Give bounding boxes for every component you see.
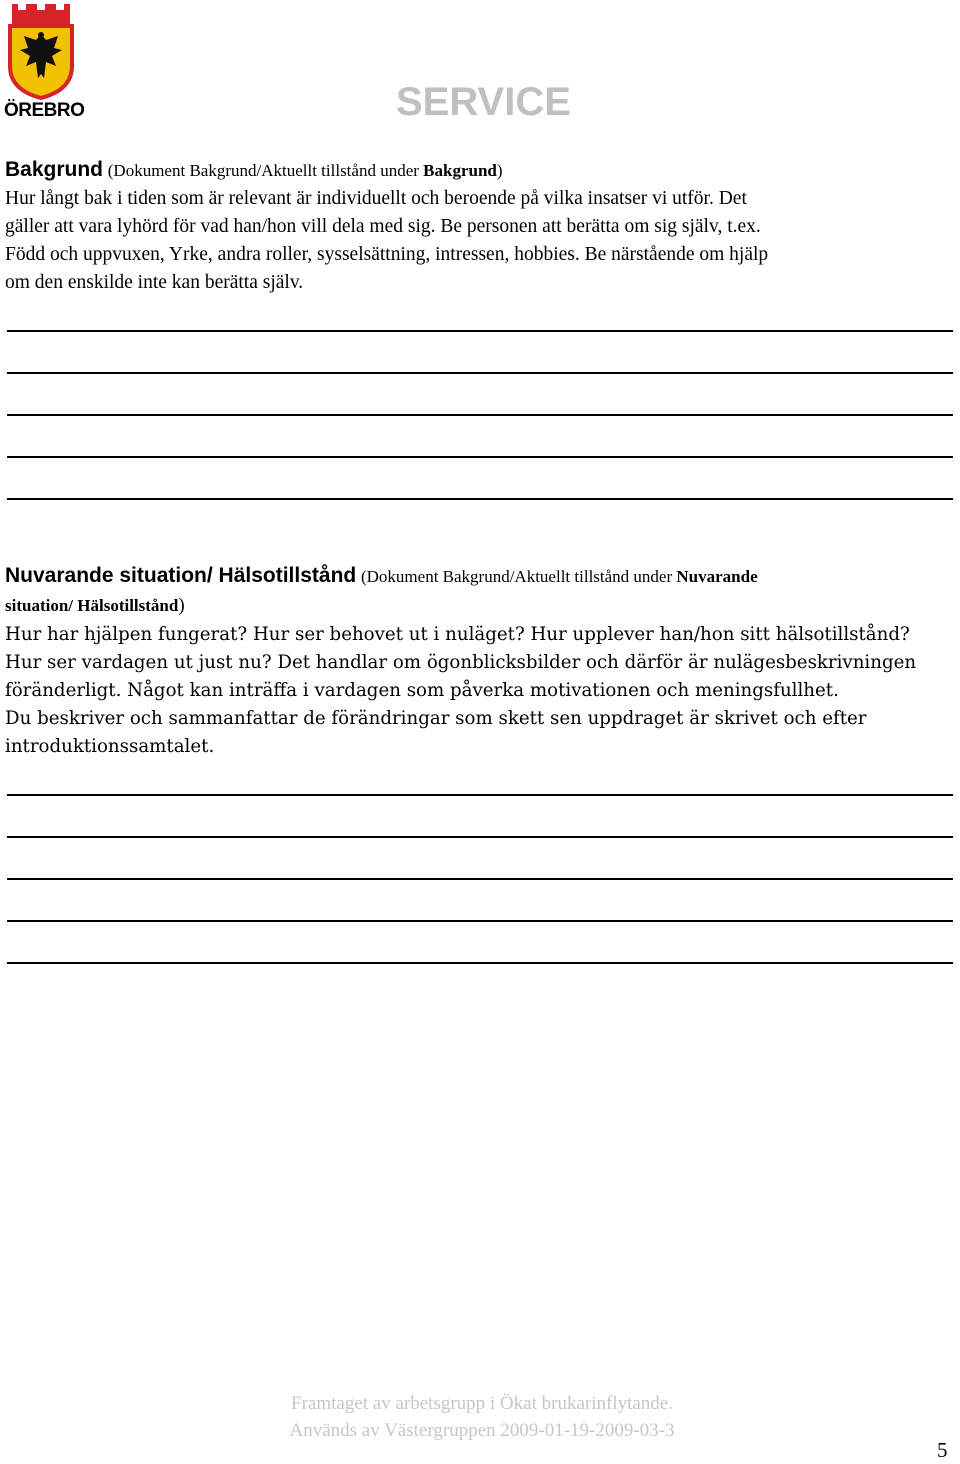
- heading-note-text: (Dokument Bakgrund/Aktuellt tillstånd under: [107, 161, 424, 180]
- footer: [0, 1390, 960, 1444]
- body-line: Hur långt bak i tiden som är relevant är individuellt och beroende på vilka insatser vi utför. Det: [5, 188, 747, 209]
- heading-title: Bakgrund: [5, 158, 104, 181]
- writing-line[interactable]: [7, 456, 953, 458]
- heading-note-text: (Dokument Bakgrund/Aktuellt tillstånd under: [360, 567, 677, 586]
- logo-text: ÖREBRO: [4, 100, 85, 121]
- body-line: om den enskilde inte kan berätta själv.: [5, 272, 304, 293]
- heading-note-bold: Nuvarande: [676, 567, 758, 586]
- writing-line[interactable]: [7, 498, 953, 500]
- writing-line[interactable]: [7, 878, 953, 880]
- footer-line: Framtaget av arbetsgrupp i Ökat brukarinflytande.: [291, 1393, 673, 1414]
- writing-line[interactable]: [7, 920, 953, 922]
- heading-cont-bold: situation/ Hälsotillstånd: [5, 596, 179, 615]
- body-line: gäller att vara lyhörd för vad han/hon vill dela med sig. Be personen att berätta om sig själv, t.ex.: [5, 216, 761, 237]
- heading-note-bold: Bakgrund: [423, 161, 497, 180]
- page-number: 5: [937, 1438, 948, 1462]
- heading-title: Nuvarande situation/ Hälsotillstånd: [5, 564, 357, 587]
- body-line: Hur har hjälpen fungerat? Hur ser behovet ut i nuläget? Hur upplever han/hon sitt hälsotillstånd?: [5, 624, 910, 645]
- section-body: [5, 185, 960, 297]
- writing-line[interactable]: [7, 836, 953, 838]
- coat-of-arms-icon: [4, 4, 78, 100]
- footer-line: Används av Västergruppen 2009-01-19-2009-03-3: [289, 1420, 675, 1441]
- heading-note: [108, 161, 503, 180]
- section-heading: [5, 562, 960, 591]
- body-line: introduktionssamtalet.: [5, 736, 215, 757]
- orebro-logo: [4, 4, 85, 122]
- heading-note-close: ): [496, 161, 503, 180]
- body-line: Född och uppvuxen, Yrke, andra roller, sysselsättning, intressen, hobbies. Be närstående om hjälp: [5, 244, 769, 265]
- body-line: Hur ser vardagen ut just nu? Det handlar om ögonblicksbilder och därför är nulägesbeskrivningen: [5, 652, 917, 673]
- heading-cont-close: ): [178, 595, 185, 616]
- section-heading: [5, 156, 960, 185]
- writing-line[interactable]: [7, 962, 953, 964]
- writing-line[interactable]: [7, 414, 953, 416]
- writing-line[interactable]: [7, 372, 953, 374]
- writing-line[interactable]: [7, 330, 953, 332]
- section-nuvarande-situation: [5, 562, 960, 761]
- section-body: [5, 621, 960, 761]
- body-line: Du beskriver och sammanfattar de förändringar som skett sen uppdraget är skrivet och efter: [5, 708, 867, 729]
- page-title: SERVICE: [396, 80, 571, 124]
- body-line: föränderligt. Något kan inträffa i vardagen som påverka motivationen och meningsfullhet.: [5, 680, 839, 701]
- heading-continuation: [5, 591, 960, 621]
- section-bakgrund: [5, 156, 960, 297]
- heading-note: [361, 567, 758, 586]
- writing-line[interactable]: [7, 794, 953, 796]
